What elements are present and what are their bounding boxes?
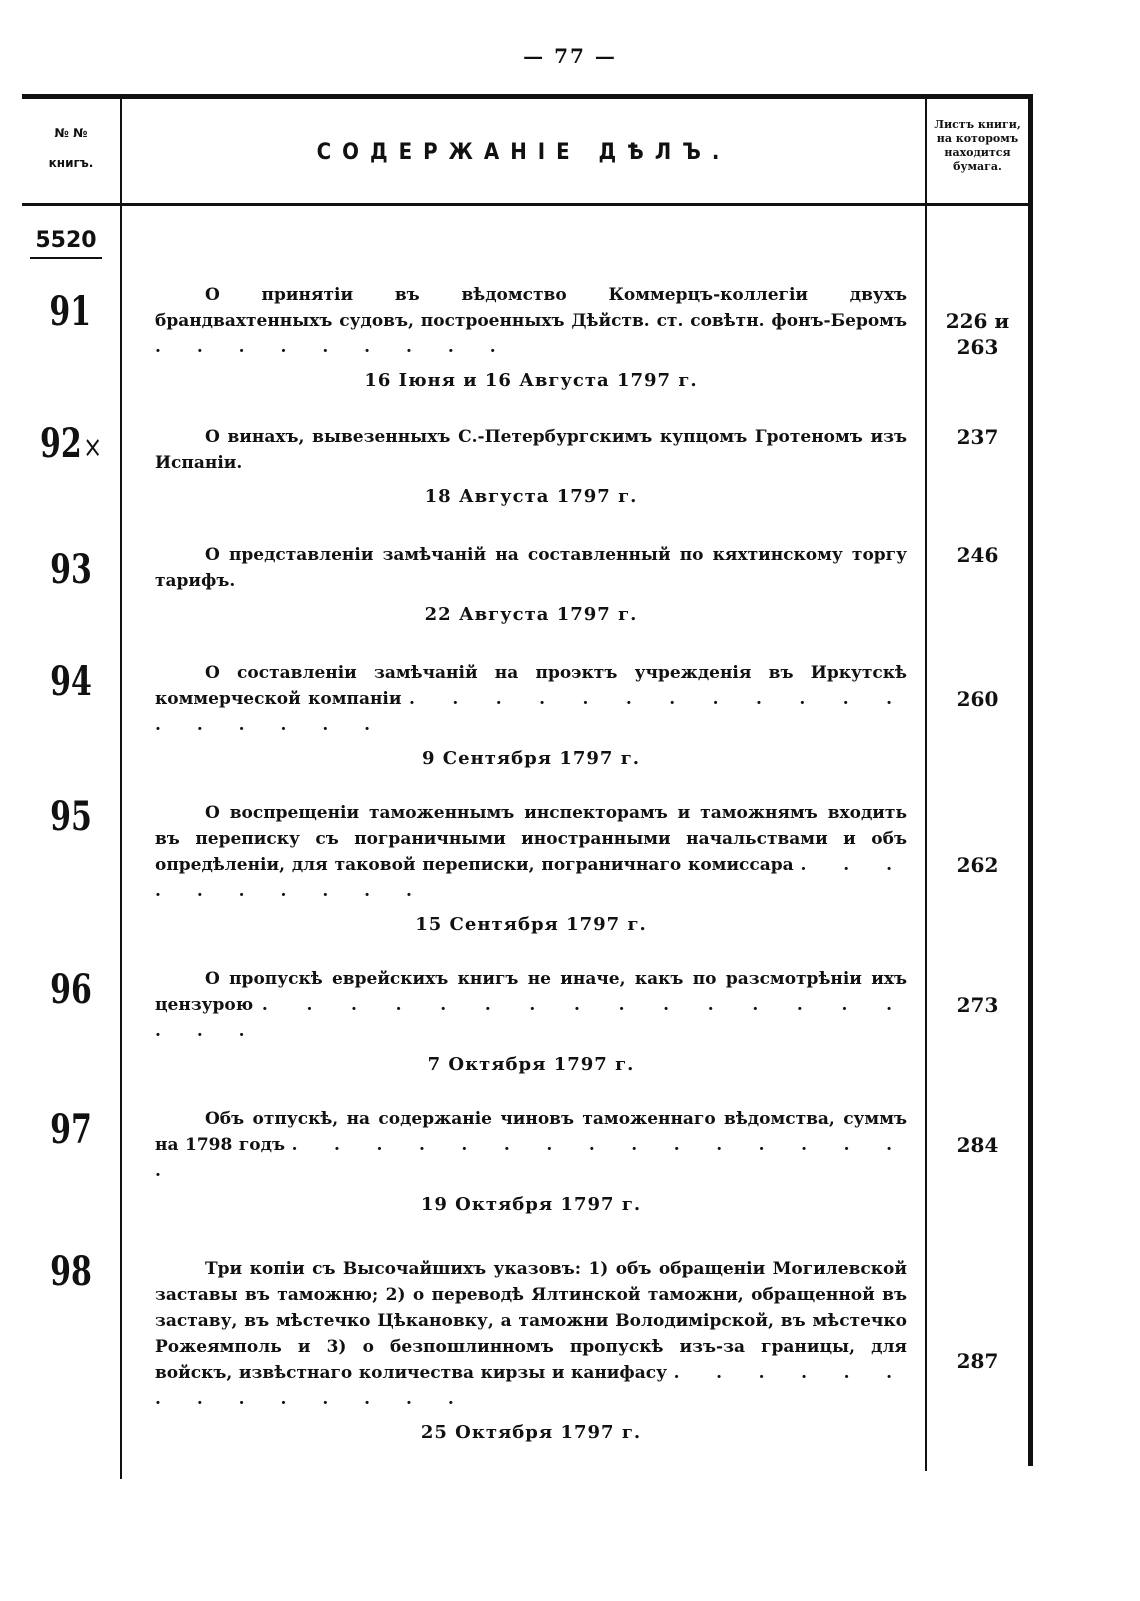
entry-text: О принятіи въ вѣдомство Коммерцъ-коллегіи двухъ брандвахтенныхъ судовъ, построенныхъ Дѣйств. ст. совѣтн. фонъ-Беромъ: [155, 285, 907, 331]
entry-content: [155, 1106, 907, 1218]
entry-date: 18 Августа 1797 г.: [424, 486, 638, 507]
entry-sheet: 262: [956, 853, 999, 877]
header-number-sign: № №: [54, 126, 88, 140]
entry-text: Три копіи съ Высочайшихъ указовъ: 1) объ обращеніи Могилевской заставы въ таможню; 2) о переводѣ Ялтинской таможни, обращенной въ заставу, въ мѣстечко Цѣкановку, а таможни Володимірской, въ мѣстечко Рожеямполь и 3) о безпошлинномъ пропускѣ изъ-за границы, для войскъ, извѣстнаго количества кирзы и канифасу: [155, 1259, 907, 1383]
entry-text: О воспрещеніи таможеннымъ инспекторамъ и таможнямъ входить въ переписку съ пограничными иностранными начальствами и объ опредѣленіи, для таковой переписки, пограничнаго комиссара: [155, 803, 907, 875]
header-sheet-line: находится: [944, 146, 1011, 159]
entry-number: 91: [49, 288, 92, 335]
entry-date: 19 Октября 1797 г.: [420, 1194, 642, 1215]
entry-date: 9 Сентября 1797 г.: [421, 748, 640, 769]
column-divider-right: [925, 99, 927, 1471]
entry-content: [155, 1256, 907, 1446]
entry-number: 92×: [39, 420, 103, 467]
entry-sheet: 287: [956, 1349, 999, 1373]
entry-sheet: 246: [956, 543, 999, 567]
leader-dots: . . . . . . . . . . . . . .: [155, 1363, 908, 1409]
header-sheet-line: Листъ книги,: [934, 118, 1021, 131]
header-sheet-line: бумага.: [953, 160, 1002, 173]
leader-dots: . . . . . . . . . .: [155, 855, 907, 901]
entry-sheet: 273: [956, 993, 999, 1017]
entry-date: 7 Октября 1797 г.: [427, 1054, 635, 1075]
column-divider-left: [120, 99, 122, 1479]
entry-date: 25 Октября 1797 г.: [420, 1422, 642, 1443]
table-right-border: [1028, 94, 1033, 1466]
entry-date: 22 Августа 1797 г.: [424, 604, 638, 625]
cross-mark-icon: ×: [83, 430, 103, 465]
header-sheet-column: [927, 118, 1028, 174]
entry-number: 97: [50, 1106, 92, 1153]
page-number: — 77 —: [523, 44, 617, 68]
leader-dots: . . . . . . . . . . . . . . . . . .: [155, 995, 907, 1041]
table-top-border: [22, 94, 1032, 99]
entry-content: [155, 966, 907, 1078]
header-books-label: книгъ.: [48, 156, 94, 170]
entry-text: О представленіи замѣчаній на составленный по кяхтинскому торгу тарифъ.: [155, 545, 907, 591]
entry-content: [155, 800, 907, 938]
entry-number: 94: [50, 658, 92, 705]
leader-dots: . . . . . . . . .: [155, 337, 511, 357]
leader-dots: . . . . . . . . . . . . . . . .: [155, 1135, 907, 1181]
entry-content: [155, 282, 907, 394]
entry-text: О составленіи замѣчаній на проэктъ учрежденія въ Иркутскѣ коммерческой компаніи: [155, 663, 907, 709]
entry-number: 93: [50, 546, 92, 593]
entry-content: [155, 424, 907, 510]
entry-content: [155, 660, 907, 772]
header-content-title: СОДЕРЖАНІЕ ДѢЛЪ.: [316, 140, 731, 165]
leader-dots: . . . . . . . . . . . . . . . . . .: [155, 689, 908, 735]
entry-sheet: 237: [956, 425, 999, 449]
entry-text: О пропускѣ еврейскихъ книгъ не иначе, какъ по разсмотрѣніи ихъ цензурою: [155, 969, 907, 1015]
book-number: 5520: [30, 228, 102, 259]
entry-text: Объ отпускѣ, на содержаніе чиновъ таможеннаго вѣдомства, суммъ на 1798 годъ: [155, 1109, 907, 1155]
entry-content: [155, 542, 907, 628]
entry-number: 96: [50, 966, 92, 1013]
entry-sheet: 226 и 263: [945, 309, 1010, 359]
entry-number: 95: [50, 793, 92, 840]
header-book-number-column: [22, 118, 120, 178]
entry-sheet: 260: [956, 687, 999, 711]
entry-date: 15 Сентября 1797 г.: [415, 914, 647, 935]
entry-sheet: 284: [956, 1133, 999, 1157]
entry-text: О винахъ, вывезенныхъ С.-Петербургскимъ купцомъ Гротеномъ изъ Испаніи.: [155, 427, 907, 473]
entry-date: 16 Іюня и 16 Августа 1797 г.: [364, 370, 698, 391]
header-sheet-line: на которомъ: [936, 132, 1019, 145]
entry-number: 98: [50, 1248, 92, 1295]
header-bottom-rule: [22, 203, 1028, 206]
